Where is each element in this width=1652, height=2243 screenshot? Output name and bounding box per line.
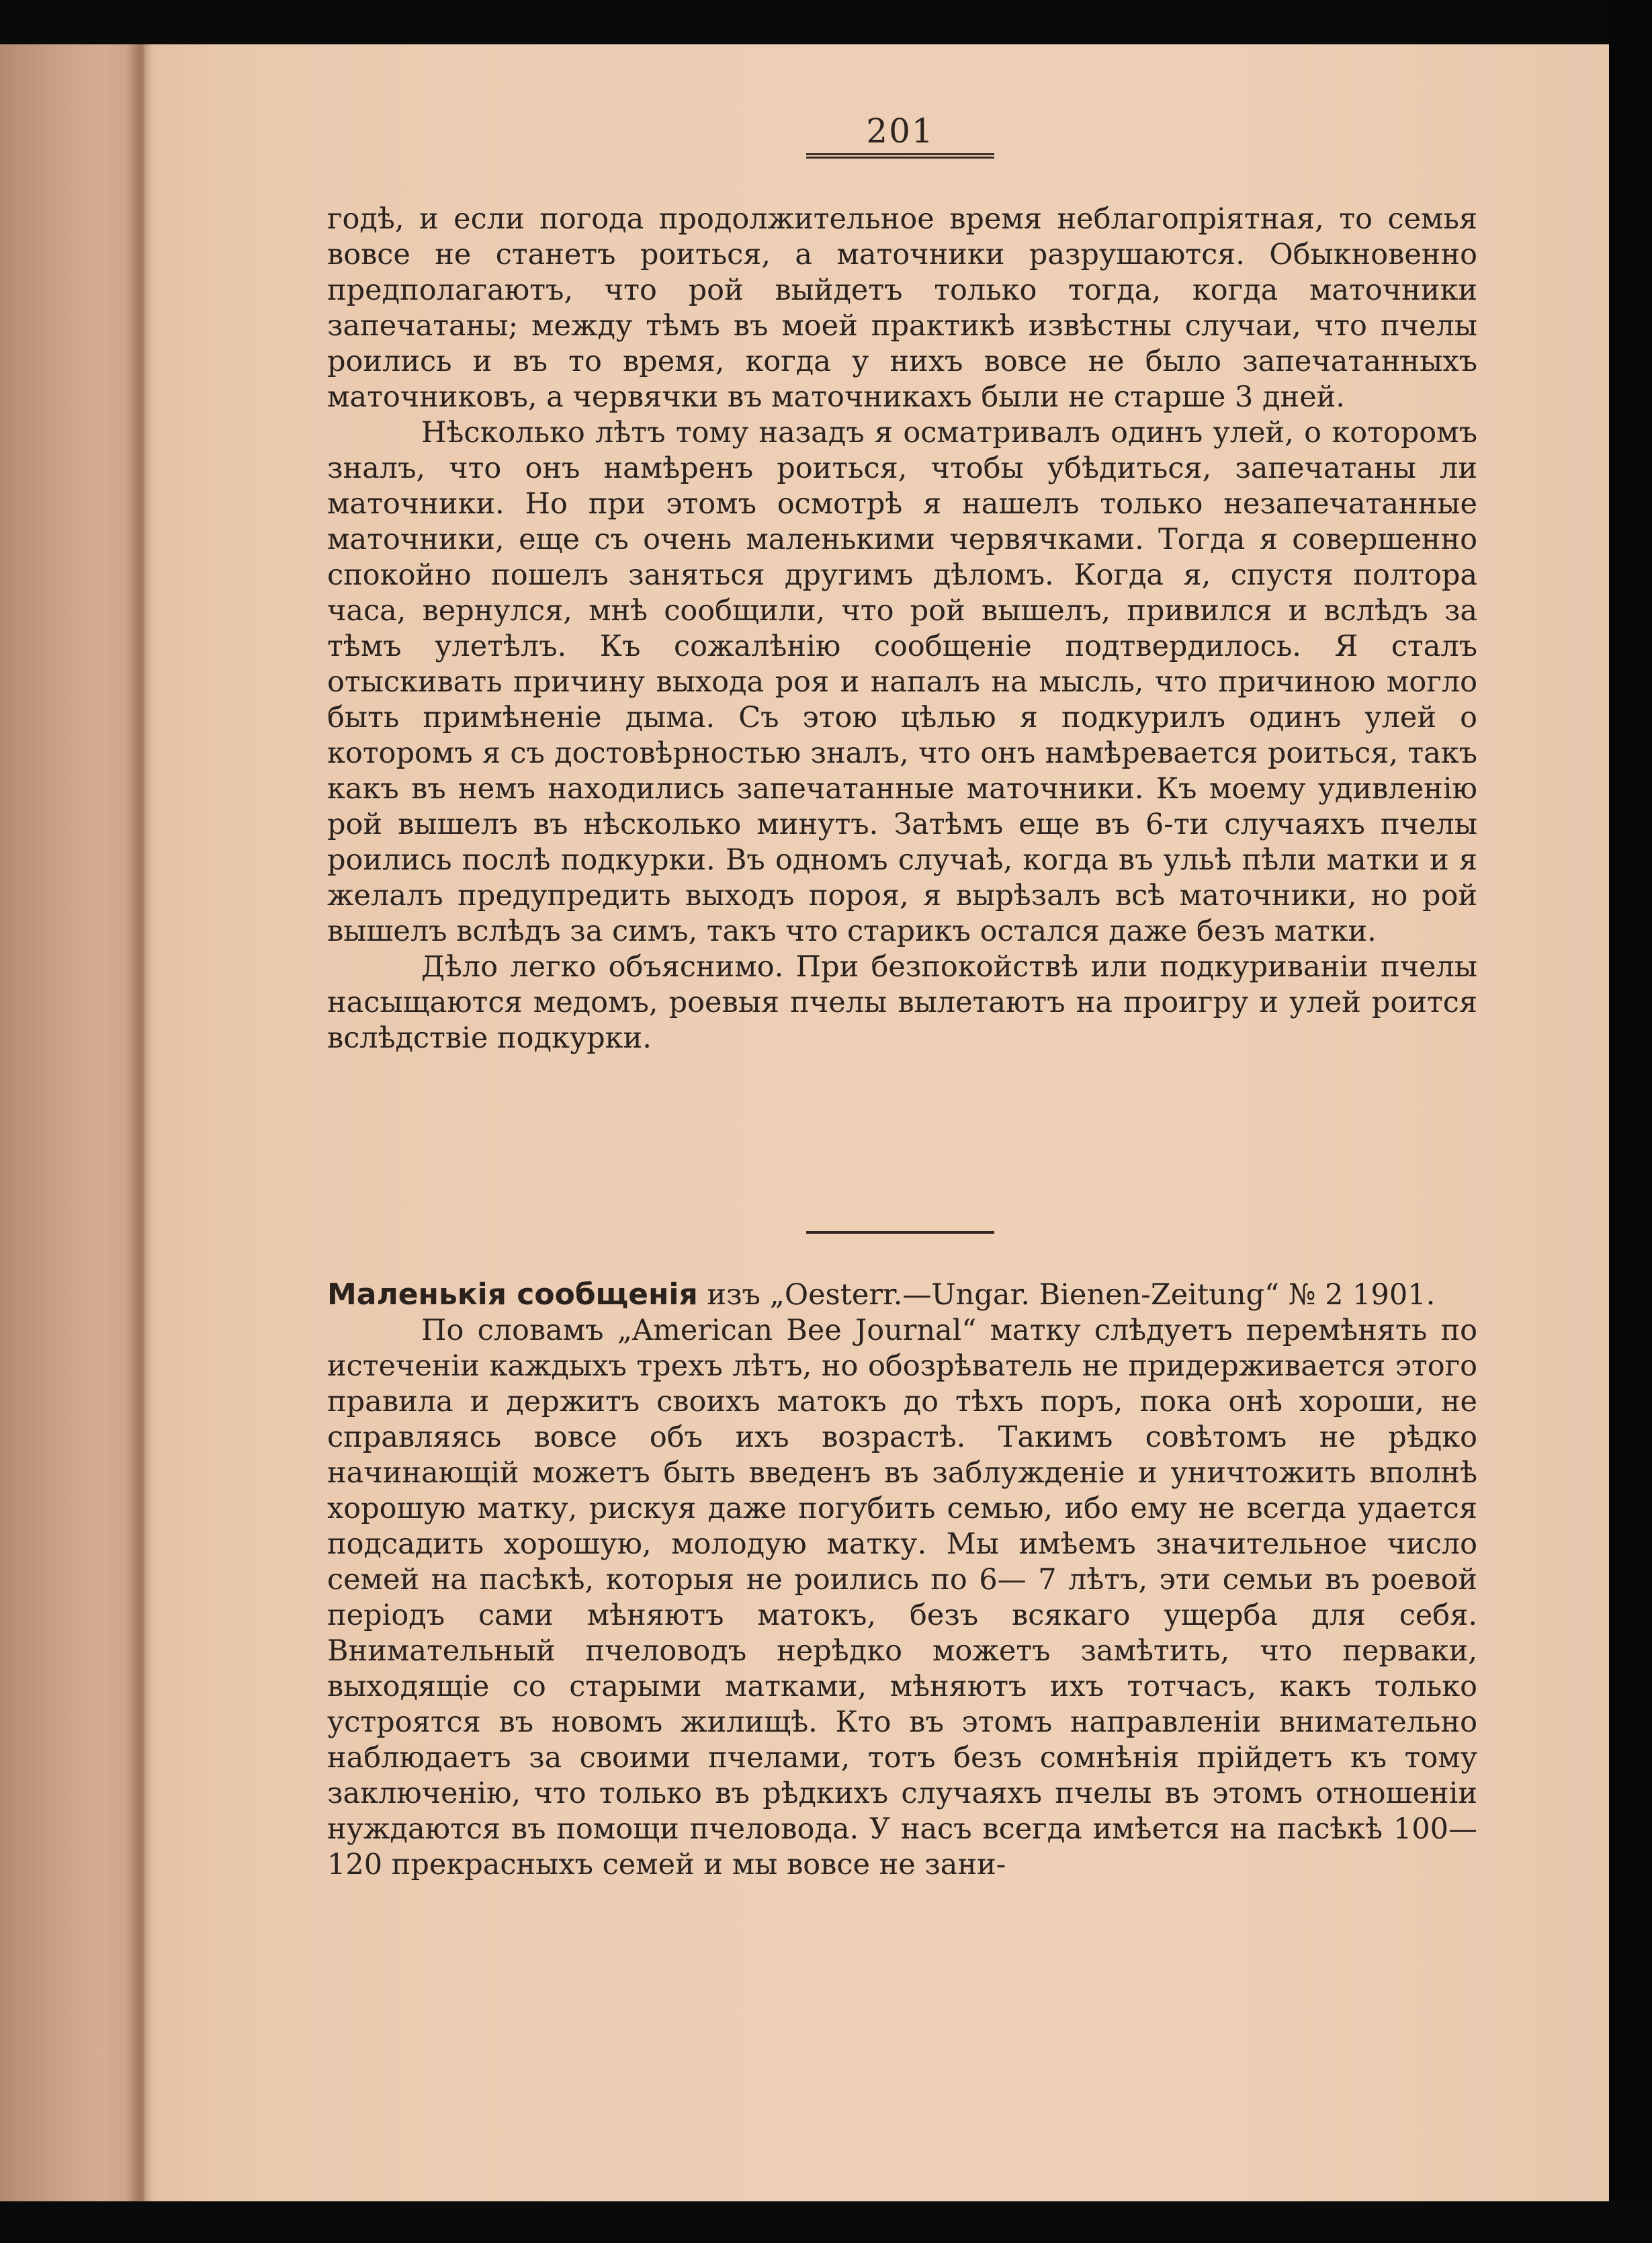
scan-border-right (1609, 0, 1652, 2243)
section-divider (806, 1231, 994, 1234)
paragraph: Нѣсколько лѣтъ тому назадъ я осматривалъ одинъ улей, о которомъ зналъ, что онъ намѣренъ роиться, чтобы убѣдиться, запечатаны ли маточники. Но при этомъ осмотрѣ я нашелъ только незапечатанные маточники, еще съ очень маленькими червячками. Тогда я совершенно спокойно пошелъ заняться другимъ дѣломъ. Когда я, спустя полтора часа, вернулся, мнѣ сообщили, что рой вышелъ, привился и вслѣдъ за тѣмъ улетѣлъ. Къ сожалѣнію сообщеніе подтвердилось. Я сталъ отыскивать причину выхода роя и напалъ на мысль, что причиною могло быть примѣненіе дыма. Съ этою цѣлью я подкурилъ одинъ улей о которомъ я съ достовѣрностью зналъ, что онъ намѣревается роиться, такъ какъ въ немъ находились запечатанные маточники. Къ моему удивленію рой вышелъ въ нѣсколько минутъ. Затѣмъ еще въ 6-ти случаяхъ пчелы роились послѣ подкурки. Въ одномъ случаѣ, когда въ ульѣ пѣли матки и я желалъ предупредить выходъ пороя, я вырѣзалъ всѣ маточники, но рой вышелъ вслѣдъ за симъ, такъ что старикъ остался даже безъ матки. (327, 416, 1477, 948)
article-small-notes (327, 1277, 1477, 1883)
scan-border-top (0, 0, 1652, 44)
article-title: Маленькія сообщенія (327, 1277, 698, 1312)
article-continuation (327, 202, 1477, 1056)
article-source: изъ „Oesterr.—Ungar. Bienen-Zeitung“ № 2 1901. (697, 1278, 1436, 1312)
header-double-rule (806, 153, 994, 159)
paragraph: годѣ, и если погода продолжительное время неблагопріятная, то семья вовсе не станетъ роиться, а маточники разрушаются. Обыкновенно предполагаютъ, что рой выйдетъ только тогда, когда маточники запечатаны; между тѣмъ въ моей практикѣ извѣстны случаи, что пчелы роились и въ то время, когда у нихъ вовсе не было запечатанныхъ маточниковъ, а червячки въ маточникахъ были не старше 3 дней. (327, 202, 1477, 414)
page-gutter-shadow (126, 44, 153, 2201)
page-number: 201 (866, 112, 934, 151)
article-heading (327, 1277, 1477, 1313)
paragraph: По словамъ „American Bee Journal“ матку слѣдуетъ перемѣнять по истеченіи каждыхъ трехъ лѣтъ, но обозрѣватель не придерживается этого правила и держитъ своихъ матокъ до тѣхъ поръ, пока онѣ хороши, не справляясь вовсе объ ихъ возрастѣ. Такимъ совѣтомъ не рѣдко начинающій можетъ быть введенъ въ заблужденіе и уничтожить вполнѣ хорошую матку, рискуя даже погубить семью, ибо ему не всегда удается подсадить хорошую, молодую матку. Мы имѣемъ значительное число семей на пасѣкѣ, которыя не роились по 6— 7 лѣтъ, эти семьи въ роевой періодъ сами мѣняютъ матокъ, безъ всякаго ущерба для себя. Внимательный пчеловодъ нерѣдко можетъ замѣтить, что перваки, выходящіе со старыми матками, мѣняютъ ихъ тотчасъ, какъ только устроятся въ новомъ жилищѣ. Кто въ этомъ направленіи внимательно наблюдаетъ за своими пчелами, тотъ безъ сомнѣнія прійдетъ къ тому заключенію, что только въ рѣдкихъ случаяхъ пчелы въ этомъ отношеніи нуждаются въ помощи пчеловода. У насъ всегда имѣется на пасѣкѣ 100—120 прекрасныхъ семей и мы вовсе не зани- (327, 1314, 1477, 1881)
scan-border-bottom (0, 2201, 1652, 2243)
paragraph: Дѣло легко объяснимо. При безпокойствѣ или подкуриваніи пчелы насыщаются медомъ, роевыя пчелы вылетаютъ на проигру и улей роится вслѣдствіе подкурки. (327, 950, 1477, 1055)
previous-page-edge (0, 44, 144, 2201)
